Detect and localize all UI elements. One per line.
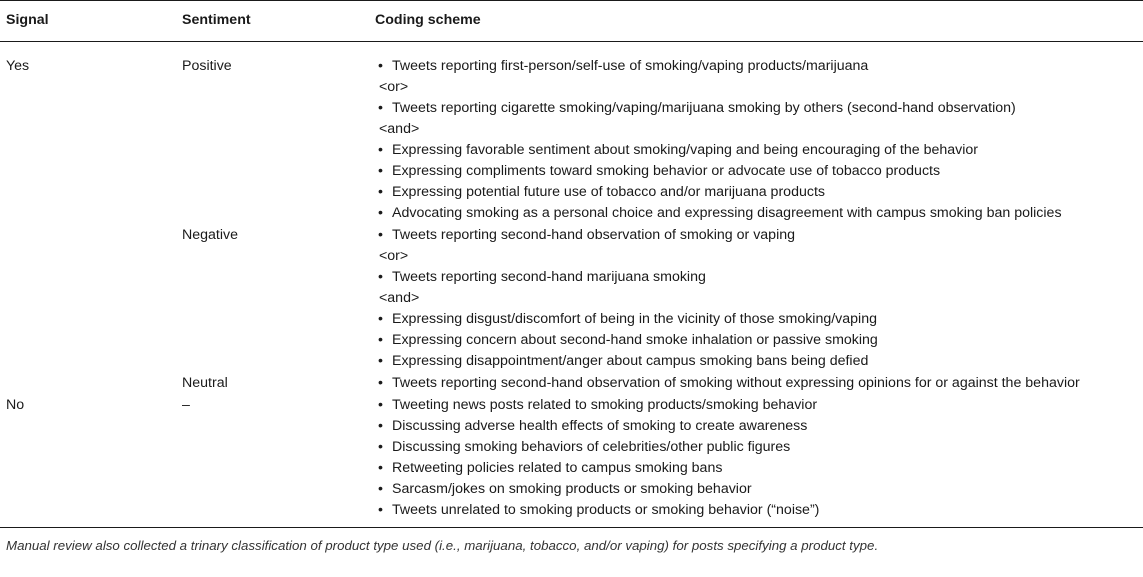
scheme-bullet-item: • Advocating smoking as a personal choice and expressing disagreement with campus smoking ban policies — [375, 203, 1143, 224]
sentiment-cell: – — [176, 395, 375, 528]
scheme-bullet-item: • Sarcasm/jokes on smoking products or smoking behavior — [375, 479, 1143, 500]
header-row — [0, 1, 1143, 42]
scheme-bullet-item: • Tweets reporting cigarette smoking/vaping/marijuana smoking by others (second-hand observation) — [375, 98, 1143, 119]
coding-scheme-cell — [375, 395, 1143, 528]
signal-cell — [0, 225, 176, 373]
scheme-conjunction: <or> — [379, 248, 409, 264]
scheme-bullet-item: • Expressing concern about second-hand smoke inhalation or passive smoking — [375, 330, 1143, 351]
signal-cell — [0, 373, 176, 395]
sentiment-cell: Neutral — [182, 375, 228, 391]
table-row — [0, 395, 1143, 528]
scheme-bullet-item: • Expressing favorable sentiment about smoking/vaping and being encouraging of the behavior — [375, 140, 1143, 161]
scheme-bullet-item: • Retweeting policies related to campus smoking bans — [375, 458, 1143, 479]
table-row — [0, 373, 1143, 395]
scheme-bullet-item: • Tweets reporting second-hand marijuana smoking — [375, 267, 1143, 288]
scheme-bullet-item: • Discussing smoking behaviors of celebrities/other public figures — [375, 437, 1143, 458]
table-header — [0, 1, 1143, 42]
scheme-bullet-item: • Expressing disappointment/anger about campus smoking bans being defied — [375, 351, 1143, 372]
scheme-bullet-item: • Tweeting news posts related to smoking products/smoking behavior — [375, 395, 1143, 416]
table-body — [0, 42, 1143, 528]
scheme-bullet-item: • Expressing disgust/discomfort of being in the vicinity of those smoking/vaping — [375, 309, 1143, 330]
header-signal: Signal — [0, 1, 176, 42]
coding-scheme-cell — [375, 373, 1143, 395]
coding-scheme-list — [375, 373, 1143, 394]
scheme-conjunction: <and> — [379, 290, 420, 306]
coding-scheme-list — [375, 395, 1143, 521]
sentiment-cell: Positive — [182, 58, 232, 74]
signal-cell: No — [0, 395, 176, 528]
scheme-bullet-item: • Discussing adverse health effects of smoking to create awareness — [375, 416, 1143, 437]
table-footnote: Manual review also collected a trinary classification of product type used (i.e., marijuana, tobacco, and/or vaping) for posts specifying a product type. — [6, 538, 879, 553]
table-row — [0, 42, 1143, 226]
table-row — [0, 225, 1143, 373]
coding-scheme-cell — [375, 42, 1143, 226]
scheme-bullet-item: • Tweets reporting second-hand observation of smoking without expressing opinions for or against the behavior — [375, 373, 1143, 394]
sentiment-cell: Negative — [182, 227, 238, 243]
coding-scheme-list — [375, 225, 1143, 372]
scheme-conjunction: <and> — [379, 121, 420, 137]
coding-scheme-list — [375, 56, 1143, 224]
scheme-conjunction: <or> — [379, 79, 409, 95]
scheme-bullet-item: • Tweets reporting first-person/self-use of smoking/vaping products/marijuana — [375, 56, 1143, 77]
scheme-bullet-item: • Tweets unrelated to smoking products or smoking behavior (“noise”) — [375, 500, 1143, 521]
signal-cell: Yes — [6, 58, 30, 74]
header-sentiment: Sentiment — [176, 1, 375, 42]
scheme-bullet-item: • Expressing potential future use of tobacco and/or marijuana products — [375, 182, 1143, 203]
coding-scheme-cell — [375, 225, 1143, 373]
scheme-bullet-item: • Tweets reporting second-hand observation of smoking or vaping — [375, 225, 1143, 246]
scheme-bullet-item: • Expressing compliments toward smoking behavior or advocate use of tobacco products — [375, 161, 1143, 182]
header-coding-scheme: Coding scheme — [375, 1, 1143, 42]
